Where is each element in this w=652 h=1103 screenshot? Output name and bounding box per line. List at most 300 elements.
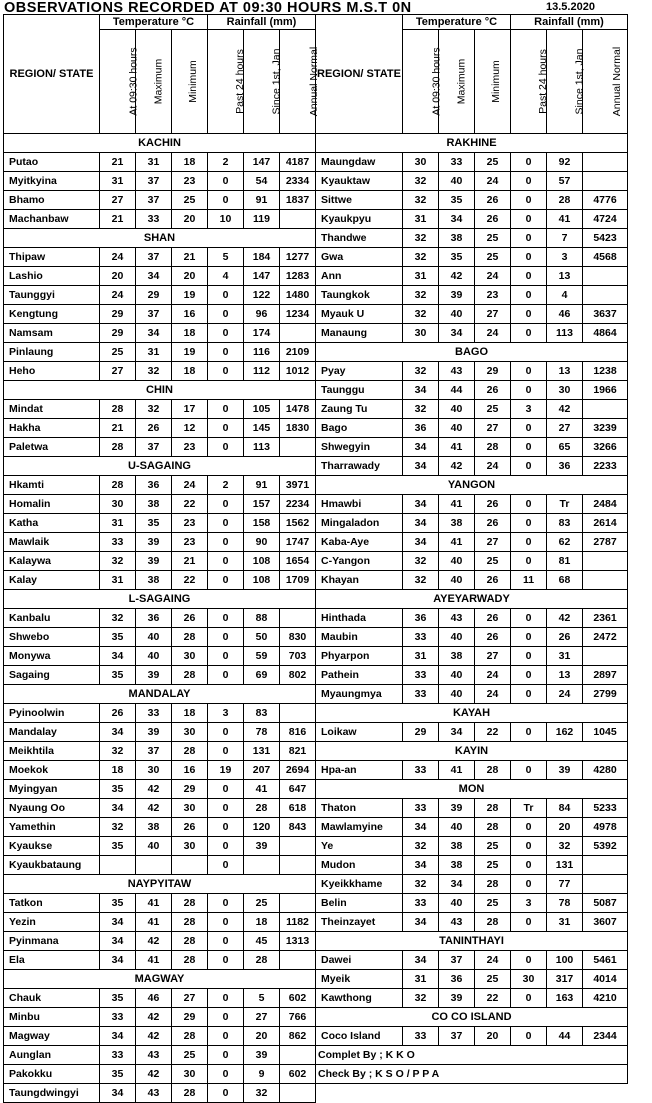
data-cell: 23 [172, 438, 208, 457]
data-cell: 0 [208, 837, 244, 856]
station-name: Manaung [316, 324, 403, 343]
data-cell: 42 [136, 780, 172, 799]
data-cell: 40 [439, 666, 475, 685]
data-cell: 20 [547, 818, 583, 837]
data-cell: 78 [547, 894, 583, 913]
station-row [316, 495, 628, 514]
column-header [208, 30, 244, 134]
data-cell: 33 [403, 628, 439, 647]
data-cell: 33 [403, 666, 439, 685]
data-cell: 34 [100, 723, 136, 742]
data-cell: 42 [547, 609, 583, 628]
data-cell: 34 [100, 799, 136, 818]
data-cell: 39 [136, 533, 172, 552]
region-state-header: REGION/ STATE [316, 15, 403, 134]
data-cell: 11 [511, 571, 547, 590]
section-header: KAYAH [316, 704, 628, 723]
data-cell: 0 [511, 723, 547, 742]
data-cell: 23 [475, 286, 511, 305]
rainfall-header: Rainfall (mm) [511, 15, 628, 30]
data-cell: 27 [475, 647, 511, 666]
data-cell: 37 [136, 305, 172, 324]
station-row [316, 951, 628, 970]
data-cell: 120 [244, 818, 280, 837]
data-cell: 0 [511, 248, 547, 267]
data-cell: 0 [511, 191, 547, 210]
data-cell: 163 [547, 989, 583, 1008]
data-cell: 31 [547, 913, 583, 932]
data-cell: 28 [475, 761, 511, 780]
station-row [4, 913, 316, 932]
data-cell [100, 856, 136, 875]
data-cell [280, 210, 316, 229]
section-header: CHIN [4, 381, 316, 400]
data-cell: 0 [208, 1027, 244, 1046]
station-row [316, 248, 628, 267]
data-cell: 24 [100, 286, 136, 305]
data-cell: 20 [100, 267, 136, 286]
data-cell: 0 [208, 419, 244, 438]
data-cell [583, 571, 628, 590]
station-row [316, 571, 628, 590]
data-cell: 0 [208, 666, 244, 685]
data-cell: 34 [439, 210, 475, 229]
section-header-row [4, 134, 316, 153]
data-cell: 31 [100, 172, 136, 191]
data-cell: 4864 [583, 324, 628, 343]
data-cell: 5392 [583, 837, 628, 856]
data-cell: 0 [511, 419, 547, 438]
data-cell: 32 [403, 191, 439, 210]
station-name: Phyarpon [316, 647, 403, 666]
data-cell: 39 [244, 1046, 280, 1065]
data-cell: 24 [475, 324, 511, 343]
data-cell: 19 [172, 286, 208, 305]
station-row [316, 818, 628, 837]
data-cell: 2614 [583, 514, 628, 533]
data-cell: 35 [100, 628, 136, 647]
data-cell: 39 [439, 799, 475, 818]
data-cell: 27 [475, 419, 511, 438]
data-cell: 3 [511, 894, 547, 913]
column-header-label: Annual Normal [308, 46, 321, 117]
data-cell: 33 [100, 533, 136, 552]
data-cell: 59 [244, 647, 280, 666]
data-cell: 37 [136, 191, 172, 210]
data-cell: 31 [403, 970, 439, 989]
data-cell: 1747 [280, 533, 316, 552]
data-cell: 0 [208, 1046, 244, 1065]
station-row [316, 1027, 628, 1046]
station-name: Kanbalu [4, 609, 100, 628]
data-cell: 2233 [583, 457, 628, 476]
section-header-row [316, 780, 628, 799]
data-cell: 24 [172, 476, 208, 495]
column-header-label: Minimum [489, 60, 502, 103]
data-cell: 32 [100, 609, 136, 628]
data-cell: 21 [100, 419, 136, 438]
data-cell: 38 [439, 647, 475, 666]
station-name: Minbu [4, 1008, 100, 1027]
data-cell: 41 [136, 951, 172, 970]
data-cell: 30 [547, 381, 583, 400]
data-cell: 30 [511, 970, 547, 989]
data-cell: 26 [475, 571, 511, 590]
station-name: Pyay [316, 362, 403, 381]
data-cell: 37 [136, 248, 172, 267]
data-cell: 0 [208, 533, 244, 552]
station-row [4, 400, 316, 419]
data-cell: 34 [403, 818, 439, 837]
column-header [403, 30, 443, 134]
data-cell: 32 [100, 552, 136, 571]
data-cell: 41 [439, 438, 475, 457]
station-name: Pakokku [4, 1065, 100, 1084]
station-name: Hpa-an [316, 761, 403, 780]
data-cell: 18 [100, 761, 136, 780]
page-title: OBSERVATIONS RECORDED AT 09:30 HOURS M.S.T 0N [4, 0, 412, 16]
data-cell: 26 [172, 818, 208, 837]
station-row [4, 419, 316, 438]
data-cell: 32 [403, 571, 439, 590]
data-cell: 34 [439, 324, 475, 343]
data-cell: 32 [136, 400, 172, 419]
data-cell [583, 286, 628, 305]
station-name: Pathein [316, 666, 403, 685]
data-cell: 24 [475, 172, 511, 191]
right-observations-table [315, 14, 628, 1084]
data-cell: 40 [136, 837, 172, 856]
data-cell: 35 [100, 666, 136, 685]
data-cell: 37 [439, 1027, 475, 1046]
data-cell: 34 [100, 1084, 136, 1103]
data-cell: 34 [403, 495, 439, 514]
data-cell: 40 [439, 552, 475, 571]
data-cell: 0 [511, 153, 547, 172]
data-cell: 174 [244, 324, 280, 343]
data-cell: 40 [136, 647, 172, 666]
data-cell: 34 [403, 381, 439, 400]
data-cell: 0 [511, 495, 547, 514]
data-cell: 33 [403, 894, 439, 913]
data-cell: 38 [439, 229, 475, 248]
data-cell: 44 [439, 381, 475, 400]
data-cell: 31 [100, 514, 136, 533]
data-cell: 33 [100, 1046, 136, 1065]
data-cell: 42 [439, 457, 475, 476]
data-cell: 27 [244, 1008, 280, 1027]
data-cell: 2334 [280, 172, 316, 191]
station-name: Monywa [4, 647, 100, 666]
station-name: Thandwe [316, 229, 403, 248]
data-cell: 602 [280, 989, 316, 1008]
data-cell: 27 [100, 191, 136, 210]
data-cell: 2799 [583, 685, 628, 704]
station-name: Mandalay [4, 723, 100, 742]
data-cell: 5 [244, 989, 280, 1008]
station-name: Shwebo [4, 628, 100, 647]
station-row [316, 647, 628, 666]
data-cell: 26 [100, 704, 136, 723]
station-name: Sittwe [316, 191, 403, 210]
data-cell [583, 552, 628, 571]
station-row [316, 210, 628, 229]
station-name: Theinzayet [316, 913, 403, 932]
data-cell: 2361 [583, 609, 628, 628]
data-cell: 34 [403, 438, 439, 457]
station-name: Maungdaw [316, 153, 403, 172]
station-name: Thaton [316, 799, 403, 818]
data-cell: 81 [547, 552, 583, 571]
data-cell: 12 [172, 419, 208, 438]
station-row [4, 153, 316, 172]
data-cell: 30 [172, 723, 208, 742]
data-cell: 43 [439, 609, 475, 628]
data-cell: 29 [100, 305, 136, 324]
data-cell: 2787 [583, 533, 628, 552]
data-cell [280, 951, 316, 970]
data-cell: 30 [172, 799, 208, 818]
station-row [4, 628, 316, 647]
station-name: Lashio [4, 267, 100, 286]
data-cell: 26 [475, 381, 511, 400]
data-cell: 28 [172, 951, 208, 970]
station-row [4, 324, 316, 343]
data-cell: 34 [403, 913, 439, 932]
data-cell: 34 [403, 514, 439, 533]
station-name: Khayan [316, 571, 403, 590]
station-row [4, 951, 316, 970]
station-name: Moekok [4, 761, 100, 780]
station-name: Mawlamyine [316, 818, 403, 837]
data-cell: 0 [208, 742, 244, 761]
data-cell: 37 [136, 742, 172, 761]
rainfall-header: Rainfall (mm) [208, 15, 316, 30]
data-cell: 34 [136, 267, 172, 286]
data-cell: 33 [403, 799, 439, 818]
data-cell: 36 [547, 457, 583, 476]
station-name: Dawei [316, 951, 403, 970]
data-cell: 78 [244, 723, 280, 742]
station-name: Paletwa [4, 438, 100, 457]
header-row [4, 15, 316, 30]
station-name: Machanbaw [4, 210, 100, 229]
data-cell: 38 [439, 856, 475, 875]
data-cell: 20 [475, 1027, 511, 1046]
station-row [4, 666, 316, 685]
data-cell: 145 [244, 419, 280, 438]
data-cell: 0 [208, 438, 244, 457]
data-cell: 28 [172, 913, 208, 932]
data-cell: 25 [475, 856, 511, 875]
temperature-header: Temperature °C [100, 15, 208, 30]
section-header: KAYIN [316, 742, 628, 761]
data-cell: 28 [172, 932, 208, 951]
station-name: Belin [316, 894, 403, 913]
data-cell: 830 [280, 628, 316, 647]
station-row [4, 267, 316, 286]
data-cell: 31 [403, 267, 439, 286]
data-cell: 32 [100, 742, 136, 761]
data-cell: 27 [475, 533, 511, 552]
station-name: Yezin [4, 913, 100, 932]
data-cell: 113 [244, 438, 280, 457]
data-cell: 0 [208, 609, 244, 628]
data-cell: 0 [208, 856, 244, 875]
data-cell: 37 [439, 951, 475, 970]
data-cell: 34 [136, 324, 172, 343]
data-cell: 41 [136, 913, 172, 932]
station-row [316, 609, 628, 628]
data-cell: 131 [244, 742, 280, 761]
station-row [316, 419, 628, 438]
data-cell: 0 [511, 1027, 547, 1046]
data-cell: 32 [403, 875, 439, 894]
data-cell: 32 [136, 362, 172, 381]
station-name: Kyaukbataung [4, 856, 100, 875]
data-cell: 17 [172, 400, 208, 419]
station-name: Bhamo [4, 191, 100, 210]
data-cell: 30 [403, 153, 439, 172]
column-header-label: Maximum [152, 58, 165, 105]
data-cell: 35 [100, 780, 136, 799]
column-header-label: At 09:30 hours [430, 47, 443, 116]
data-cell: 18 [172, 324, 208, 343]
data-cell: 0 [511, 913, 547, 932]
section-header-row [316, 343, 628, 362]
data-cell: 27 [100, 362, 136, 381]
section-header-row [4, 970, 316, 989]
data-cell: 36 [136, 476, 172, 495]
station-row [316, 153, 628, 172]
data-cell: 88 [244, 609, 280, 628]
section-header: U-SAGAING [4, 457, 316, 476]
data-cell: 5423 [583, 229, 628, 248]
station-name: Chauk [4, 989, 100, 1008]
station-row [4, 647, 316, 666]
station-row [316, 552, 628, 571]
station-name: Kyaukpyu [316, 210, 403, 229]
data-cell: 4014 [583, 970, 628, 989]
data-cell: 34 [100, 913, 136, 932]
data-cell: 27 [172, 989, 208, 1008]
section-header: BAGO [316, 343, 628, 362]
data-cell: Tr [547, 495, 583, 514]
temperature-header: Temperature °C [403, 15, 511, 30]
data-cell: 34 [439, 875, 475, 894]
data-cell: 68 [547, 571, 583, 590]
data-cell: 0 [208, 362, 244, 381]
data-cell: 38 [439, 514, 475, 533]
data-cell: 33 [403, 761, 439, 780]
data-cell: 0 [208, 799, 244, 818]
data-cell: 2109 [280, 343, 316, 362]
data-cell: 0 [511, 305, 547, 324]
data-cell: 44 [547, 1027, 583, 1046]
station-row [316, 324, 628, 343]
data-cell: 20 [172, 267, 208, 286]
data-cell: 113 [547, 324, 583, 343]
data-cell: 40 [439, 894, 475, 913]
data-cell: 29 [136, 286, 172, 305]
data-cell: 4187 [280, 153, 316, 172]
footer-row [316, 1065, 628, 1084]
data-cell: 0 [208, 894, 244, 913]
station-row [4, 343, 316, 362]
data-cell: 112 [244, 362, 280, 381]
data-cell: 23 [172, 533, 208, 552]
station-row [4, 761, 316, 780]
section-header: KACHIN [4, 134, 316, 153]
data-cell: 91 [244, 191, 280, 210]
data-cell: 38 [136, 571, 172, 590]
data-cell: 26 [475, 210, 511, 229]
data-cell: 0 [511, 229, 547, 248]
section-header-row [316, 476, 628, 495]
station-name: Putao [4, 153, 100, 172]
data-cell: 32 [403, 229, 439, 248]
data-cell: 13 [547, 666, 583, 685]
data-cell: 862 [280, 1027, 316, 1046]
station-name: Magway [4, 1027, 100, 1046]
station-name: Bago [316, 419, 403, 438]
data-cell: 5233 [583, 799, 628, 818]
data-cell: 4 [208, 267, 244, 286]
data-cell: 32 [403, 286, 439, 305]
data-cell: 5 [208, 248, 244, 267]
data-cell: 647 [280, 780, 316, 799]
footer-row [316, 1046, 628, 1065]
data-cell: 35 [100, 989, 136, 1008]
data-cell: 42 [136, 1008, 172, 1027]
section-header: L-SAGAING [4, 590, 316, 609]
data-cell: 40 [439, 172, 475, 191]
data-cell [583, 875, 628, 894]
data-cell: 317 [547, 970, 583, 989]
data-cell: 0 [511, 324, 547, 343]
data-cell: 22 [172, 495, 208, 514]
data-cell: 90 [244, 533, 280, 552]
section-header-row [316, 742, 628, 761]
data-cell: 26 [475, 495, 511, 514]
column-header-label: Past 24 hours [233, 49, 246, 114]
data-cell: 31 [136, 153, 172, 172]
station-row [316, 913, 628, 932]
data-cell [280, 1084, 316, 1103]
data-cell: 0 [208, 628, 244, 647]
data-cell: 39 [439, 989, 475, 1008]
column-header-label: Since 1st, Jan [573, 48, 586, 115]
station-name: Mingaladon [316, 514, 403, 533]
data-cell: 0 [208, 818, 244, 837]
station-row [316, 400, 628, 419]
data-cell: 0 [208, 400, 244, 419]
data-cell: 41 [439, 533, 475, 552]
data-cell: 3239 [583, 419, 628, 438]
data-cell: 0 [511, 761, 547, 780]
data-cell [583, 400, 628, 419]
data-cell: 147 [244, 267, 280, 286]
data-cell: 4210 [583, 989, 628, 1008]
station-name: Sagaing [4, 666, 100, 685]
data-cell: 116 [244, 343, 280, 362]
data-cell: 26 [547, 628, 583, 647]
data-cell: 28 [244, 951, 280, 970]
data-cell: 36 [136, 609, 172, 628]
station-name: Homalin [4, 495, 100, 514]
data-cell: 29 [403, 723, 439, 742]
data-cell: 26 [475, 609, 511, 628]
